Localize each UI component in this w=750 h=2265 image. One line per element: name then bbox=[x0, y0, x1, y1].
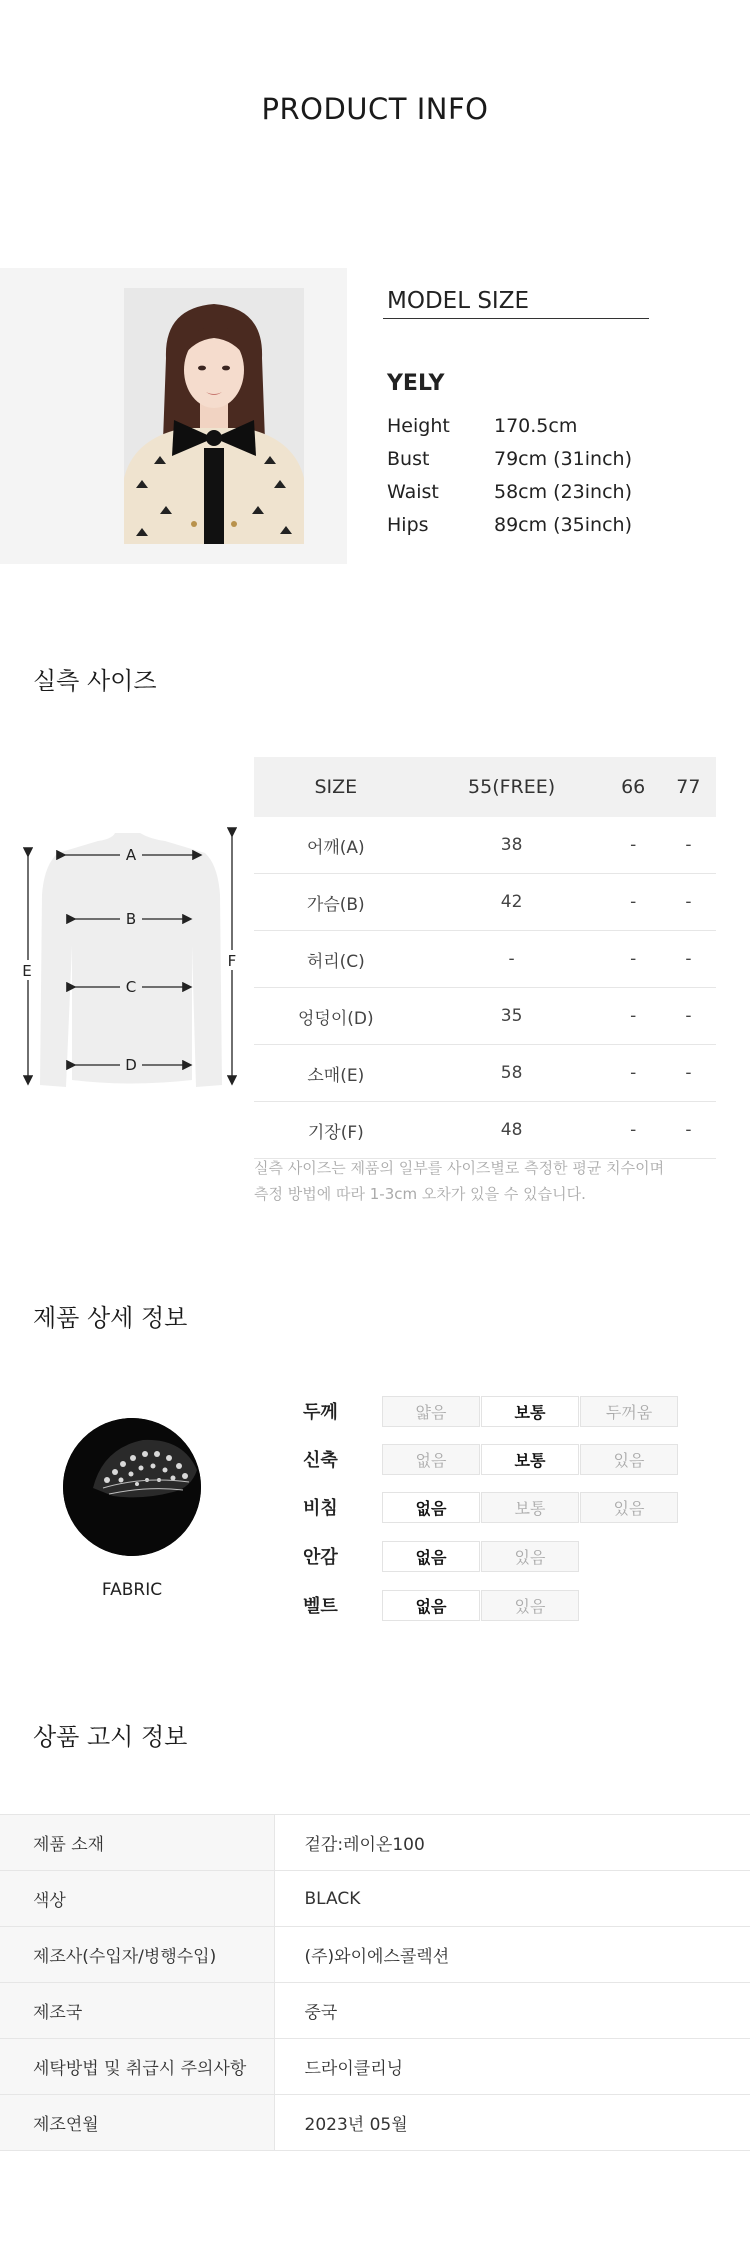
thickness-option-thick: 두꺼움 bbox=[580, 1396, 678, 1427]
notice-value: 드라이클리닝 bbox=[274, 2039, 750, 2095]
size-cell: 38 bbox=[418, 817, 606, 874]
size-header-cell: 77 bbox=[661, 757, 716, 817]
model-photo bbox=[124, 288, 304, 544]
notice-label: 제조국 bbox=[0, 1983, 274, 2039]
diagram-label-c: C bbox=[125, 978, 137, 996]
diagram-label-f: F bbox=[227, 952, 237, 970]
stat-label: Waist bbox=[387, 481, 439, 503]
size-cell: 42 bbox=[418, 874, 606, 931]
fabric-label: FABRIC bbox=[101, 1580, 163, 1600]
notice-label: 제품 소재 bbox=[0, 1815, 274, 1871]
attr-label-belt: 벨트 bbox=[303, 1596, 338, 1617]
stat-value: 79cm (31inch) bbox=[494, 448, 632, 470]
stretch-option-yes: 있음 bbox=[580, 1444, 678, 1475]
size-cell: 35 bbox=[418, 988, 606, 1045]
model-stat-hips bbox=[387, 514, 632, 536]
notice-label: 색상 bbox=[0, 1871, 274, 1927]
sheer-option-none: 없음 bbox=[382, 1492, 480, 1523]
sheer-option-yes: 있음 bbox=[580, 1492, 678, 1523]
model-stat-waist bbox=[387, 481, 632, 503]
table-row bbox=[254, 1045, 716, 1102]
notice-value: 중국 bbox=[274, 1983, 750, 2039]
notice-title: 상품 고시 정보 bbox=[33, 1723, 188, 1751]
size-cell: - bbox=[606, 1102, 661, 1159]
model-illustration bbox=[124, 288, 304, 544]
size-cell: 엉덩이(D) bbox=[254, 988, 418, 1045]
size-note bbox=[254, 1155, 724, 1207]
table-row bbox=[254, 931, 716, 988]
notice-value: BLACK bbox=[274, 1871, 750, 1927]
fabric-swatch bbox=[63, 1418, 201, 1556]
size-header-cell: 66 bbox=[606, 757, 661, 817]
size-cell: - bbox=[661, 874, 716, 931]
notice-value: 2023년 05월 bbox=[274, 2095, 750, 2151]
size-cell: 소매(E) bbox=[254, 1045, 418, 1102]
diagram-label-e: E bbox=[22, 962, 32, 980]
size-cell: - bbox=[606, 988, 661, 1045]
notice-label: 세탁방법 및 취급시 주의사항 bbox=[0, 2039, 274, 2095]
page-title: PRODUCT INFO bbox=[261, 92, 489, 126]
model-size-title: MODEL SIZE bbox=[383, 288, 649, 319]
size-cell: - bbox=[661, 1045, 716, 1102]
size-table bbox=[254, 757, 716, 1159]
stat-value: 89cm (35inch) bbox=[494, 514, 632, 536]
diagram-label-d: D bbox=[125, 1056, 137, 1074]
size-chart-title: 실측 사이즈 bbox=[33, 667, 157, 695]
belt-option-yes: 있음 bbox=[481, 1590, 579, 1621]
size-note-line: 측정 방법에 따라 1-3cm 오차가 있을 수 있습니다. bbox=[254, 1185, 586, 1203]
notice-label: 제조사(수입자/병행수입) bbox=[0, 1927, 274, 1983]
table-row bbox=[0, 1871, 750, 1927]
attr-label-thickness: 두께 bbox=[303, 1402, 338, 1423]
size-note-line: 실측 사이즈는 제품의 일부를 사이즈별로 측정한 평균 치수이며 bbox=[254, 1159, 665, 1177]
size-header-cell: 55(FREE) bbox=[418, 757, 606, 817]
garment-silhouette bbox=[40, 833, 222, 1087]
stat-label: Height bbox=[387, 415, 450, 437]
thickness-option-normal: 보통 bbox=[481, 1396, 579, 1427]
model-name: YELY bbox=[387, 371, 445, 396]
belt-option-none: 없음 bbox=[382, 1590, 480, 1621]
stat-label: Hips bbox=[387, 514, 429, 536]
table-row bbox=[0, 2039, 750, 2095]
size-cell: - bbox=[661, 817, 716, 874]
stat-value: 170.5cm bbox=[494, 415, 578, 437]
notice-value: 겉감:레이온100 bbox=[274, 1815, 750, 1871]
size-cell: - bbox=[606, 874, 661, 931]
size-cell: - bbox=[661, 931, 716, 988]
size-cell: 어깨(A) bbox=[254, 817, 418, 874]
stat-value: 58cm (23inch) bbox=[494, 481, 632, 503]
table-row bbox=[0, 1815, 750, 1871]
notice-table bbox=[0, 1814, 750, 2151]
model-stat-height bbox=[387, 415, 577, 437]
table-row bbox=[254, 1102, 716, 1159]
lining-option-yes: 있음 bbox=[481, 1541, 579, 1572]
size-table-header bbox=[254, 757, 716, 817]
table-row bbox=[254, 988, 716, 1045]
stat-label: Bust bbox=[387, 448, 430, 470]
stretch-option-normal: 보통 bbox=[481, 1444, 579, 1475]
size-header-cell: SIZE bbox=[254, 757, 418, 817]
size-cell: 기장(F) bbox=[254, 1102, 418, 1159]
stretch-option-none: 없음 bbox=[382, 1444, 480, 1475]
model-stat-bust bbox=[387, 448, 632, 470]
table-row bbox=[0, 1983, 750, 2039]
attr-label-lining: 안감 bbox=[303, 1547, 338, 1568]
attr-label-sheer: 비침 bbox=[303, 1498, 338, 1519]
size-cell: 허리(C) bbox=[254, 931, 418, 988]
size-cell: 가슴(B) bbox=[254, 874, 418, 931]
size-cell: 48 bbox=[418, 1102, 606, 1159]
table-row bbox=[254, 817, 716, 874]
size-cell: - bbox=[606, 817, 661, 874]
size-cell: 58 bbox=[418, 1045, 606, 1102]
size-cell: - bbox=[606, 931, 661, 988]
size-cell: - bbox=[661, 1102, 716, 1159]
diagram-label-b: B bbox=[125, 910, 137, 928]
notice-value: (주)와이에스콜렉션 bbox=[274, 1927, 750, 1983]
size-cell: - bbox=[606, 1045, 661, 1102]
attr-label-stretch: 신축 bbox=[303, 1450, 338, 1471]
details-title: 제품 상세 정보 bbox=[33, 1304, 188, 1332]
sheer-option-normal: 보통 bbox=[481, 1492, 579, 1523]
fabric-swatch-image bbox=[63, 1418, 201, 1556]
garment-measurement-diagram bbox=[20, 825, 250, 1090]
lining-option-none: 없음 bbox=[382, 1541, 480, 1572]
table-row bbox=[254, 874, 716, 931]
diagram-label-a: A bbox=[125, 846, 137, 864]
table-row bbox=[0, 2095, 750, 2151]
size-cell: - bbox=[661, 988, 716, 1045]
thickness-option-thin: 얇음 bbox=[382, 1396, 480, 1427]
size-cell: - bbox=[418, 931, 606, 988]
notice-label: 제조연월 bbox=[0, 2095, 274, 2151]
table-row bbox=[0, 1927, 750, 1983]
